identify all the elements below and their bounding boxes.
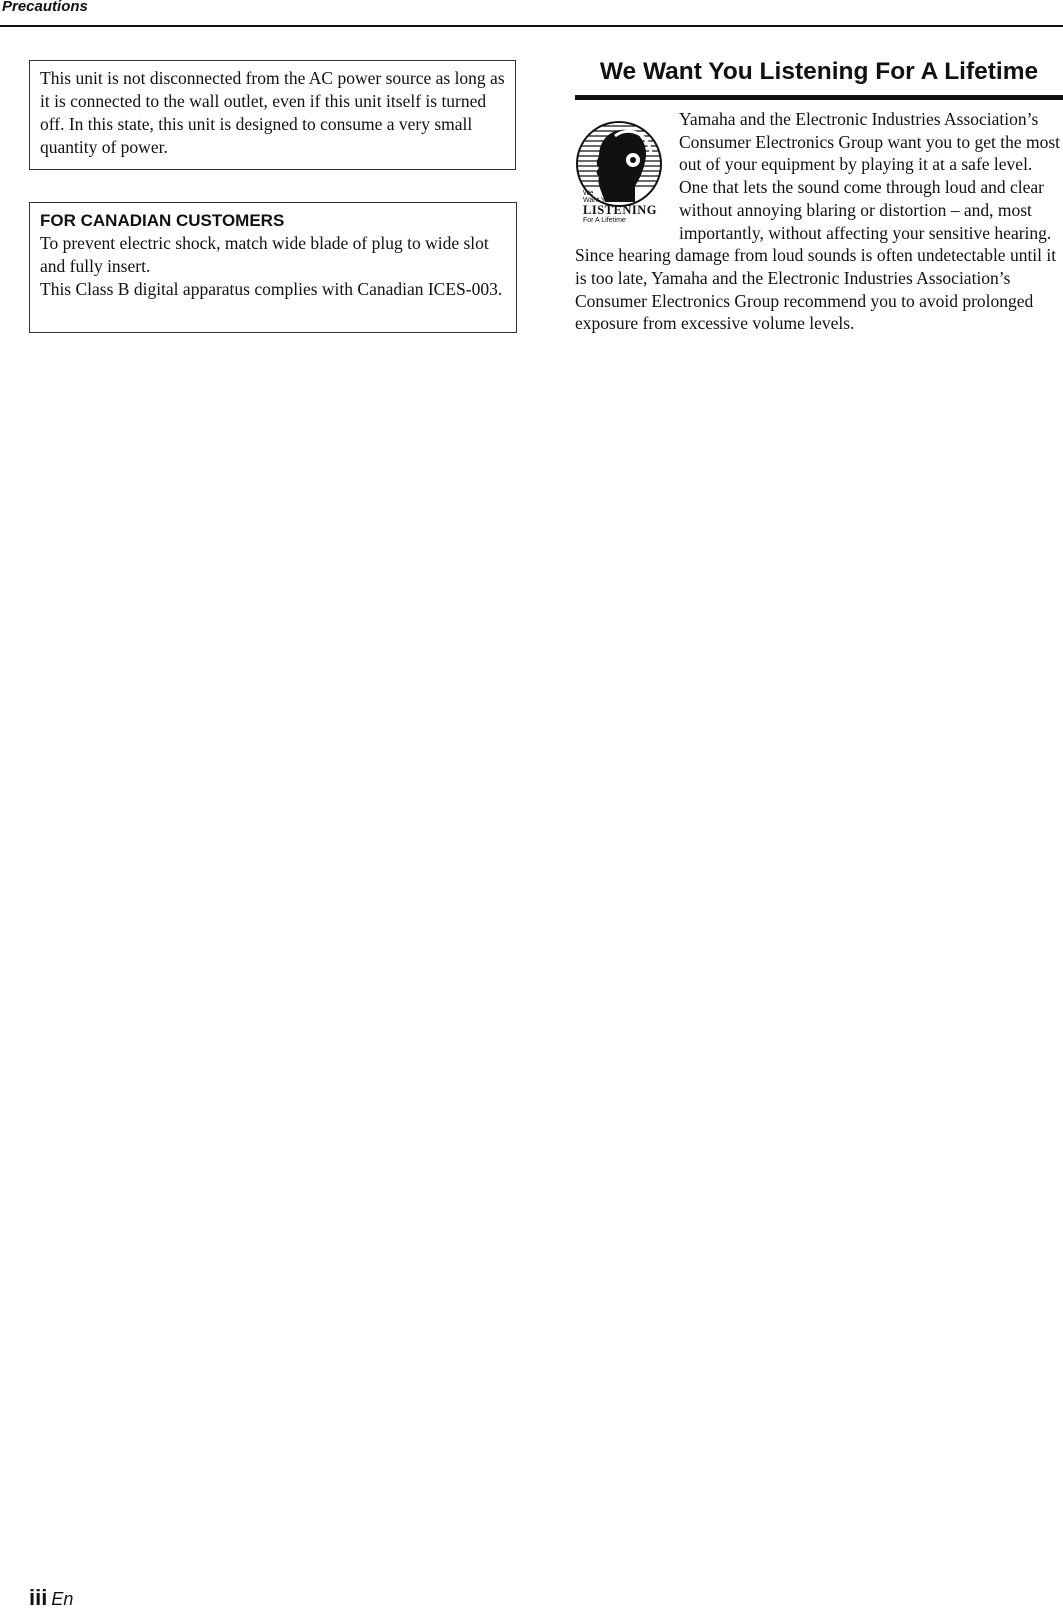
canadian-customers-box bbox=[29, 202, 517, 333]
canadian-customers-heading: FOR CANADIAN CUSTOMERS bbox=[40, 211, 285, 230]
listening-article bbox=[575, 108, 1063, 335]
logo-wordmark bbox=[583, 190, 657, 224]
page-header-title: Precautions bbox=[2, 0, 88, 15]
power-notice-text: This unit is not disconnected from the AC power source as long as it is connected to the wall outlet, even if this unit itself is turned off. In this state, this unit is designed to consume a very small quantity of power. bbox=[40, 68, 505, 157]
power-notice-box bbox=[29, 60, 516, 170]
listening-section-title: We Want You Listening For A Lifetime bbox=[599, 58, 1039, 85]
logo-line-we: We bbox=[583, 190, 594, 197]
listening-body-text: Yamaha and the Electronic Industries Association’s Consumer Electronics Group want you to get the most out of your equipment by playing it at a safe level. One that lets the sound come through loud and clear without annoying blaring or distortion – and, most importantly, without affecting your sensitive hearing. Since hearing damage from loud sounds is often undetectable until it is too late, Yamaha and the Electronic Industries Association’s Consumer Electronics Group recommend you to avoid prolonged exposure from excessive volume levels. bbox=[575, 109, 1061, 334]
logo-line-lifetime: For A Lifetime bbox=[583, 216, 626, 224]
logo-line-want-you: Want You bbox=[583, 197, 613, 204]
page-header bbox=[0, 0, 1063, 27]
section-divider bbox=[575, 95, 1063, 100]
canadian-plug-notice: To prevent electric shock, match wide blade of plug to wide slot and fully insert. bbox=[40, 233, 489, 276]
logo-line-listening: LISTENING bbox=[583, 203, 657, 217]
language-code: En bbox=[51, 1589, 74, 1609]
page-footer bbox=[29, 1585, 73, 1611]
page-number: iii bbox=[29, 1585, 48, 1610]
listening-logo bbox=[575, 110, 667, 232]
canadian-ices-notice: This Class B digital apparatus complies with Canadian ICES-003. bbox=[40, 279, 503, 299]
